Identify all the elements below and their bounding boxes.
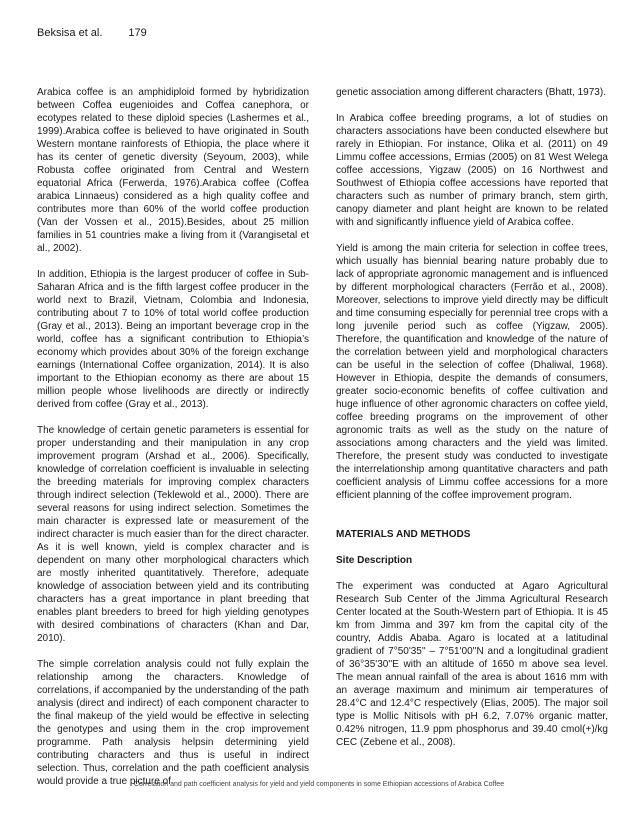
paragraph: The simple correlation analysis could not fully explain the relationship among the characters. Knowledge of correlations, if accompanied by the understanding of the path analysis (direct and indirect) of each component character to the final makeup of the yield would be effective in selecting the genotypes and using them in the crop improvement programme. Path analysis helpsin determining yield contributing characters and thus is useful in indirect selection. Thus, correlation and the path coefficient analysis would provide a true picture of (37, 659, 309, 787)
left-column (37, 86, 309, 788)
paragraph: Arabica coffee is an amphidiploid formed by hybridization between Coffea eugenioides and Coffea canephora, or ecotypes related to these diploid species (Lashermes et al., 1999).Arabica coffee is believed to have originated in South Western montane rainforests of Ethiopia, the place where it has its center of genetic diversity (Seyoum, 2003), while Robusta coffee originated from Central and Western equatorial Africa (Ferwerda, 1976).Arabica coffee (Coffea arabica Linnaeus) considered as a high quality coffee and contributes more than 60% of the world coffee production (Van der Vossen et al., 2015).Besides, about 25 million families in 51 countries make a living from it (Varangisetal et al., 2002). (37, 87, 309, 254)
paragraph: In Arabica coffee breeding programs, a lot of studies on characters associations have been conducted elsewhere but rarely in Ethiopian. For instance, Olika et al. (2011) on 49 Limmu coffee accessions, Ermias (2005) on 81 West Welega coffee accessions, Yigzaw (2005) on 16 Northwest and Southwest of Ethiopia coffee accessions have reported that characters such as number of primary branch, stem girth, canopy diameter and plant height are known to be related with and significantly influence yield of Arabica coffee. (336, 113, 608, 228)
paragraph: The experiment was conducted at Agaro Agricultural Research Sub Center of the Jimma Agricultural Research Center located at the South-Western part of Ethiopia. It is 45 km from Jimma and 397 km from the capital city of the country, Addis Ababa. Agaro is located at a latitudinal gradient of 7°50'35'' – 7°51'00''N and a longitudinal gradient of 36°35'30''E with an altitude of 1650 m above sea level. The mean annual rainfall of the area is about 1616 mm with an average maximum and minimum air temperatures of 28.4°C and 12.4°C respectively (Elias, 2005). The major soil type is Mollic Nitisols with pH 6.2, 7.07% organic matter, 0.42% nitrogen, 11.9 ppm phosphorus and 39.40 cmol(+)/kg CEC (Zebene et al., 2008). (336, 581, 608, 748)
paragraph: The knowledge of certain genetic parameters is essential for proper understanding and their manipulation in any crop improvement program (Arshad et al., 2006). Specifically, knowledge of correlation coefficient is invaluable in selecting the breeding materials for improving complex characters through indirect selection (Teklewold et al., 2000). There are several reasons for using indirect selection. Sometimes the main character is expressed late or measurement of the indirect character is much easier than for the direct character. As it is well known, yield is complex character and is dependent on many other morphological characters which are mostly inherited quantitatively. Therefore, adequate knowledge of association between yield and its contributing characters has a great importance in plant breeding that enables plant breeders to breed for high yielding genotypes with desired combinations of characters (Khan and Dar, 2010). (37, 425, 309, 644)
paragraph: Yield is among the main criteria for selection in coffee trees, which usually has biennial bearing nature probably due to lack of appropriate agronomic management and is influenced by different morphological characters (Ferrão et al., 2008). Moreover, selections to improve yield directly may be difficult and time consuming especially for perennial tree crops with a long juvenile period such as coffee (Yigzaw, 2005). Therefore, the quantification and knowledge of the nature of the correlation between yield and morphological characters can be useful in the selection of coffee (Dhaliwal, 1968). However in Ethiopia, despite the demands of consumers, greater socio-economic benefits of coffee cultivation and huge influence of other agronomic characters on coffee yield, coffee breeding programs on the improvement of other agronomic traits as well as the study on the nature of associations among characters and the yield was limited. Therefore, the present study was conducted to investigate the interrelationship among quantitative characters and path coefficient analysis of Limmu coffee accessions for a more efficient planning of the coffee improvement program. (336, 243, 608, 501)
running-footer: Correlation and path coefficient analysis for yield and yield components in some Ethiopian accessions of Arabica Coffee (133, 781, 505, 788)
subsection-heading: Site Description (336, 555, 413, 566)
section-heading: MATERIALS AND METHODS (336, 529, 471, 540)
page-header (37, 27, 147, 39)
paragraph: In addition, Ethiopia is the largest producer of coffee in Sub-Saharan Africa and is the fifth largest coffee producer in the world next to Brazil, Vietnam, Colombia and Indonesia, contributing about 7 to 10% of total world coffee production (Gray et al., 2013). Being an important beverage crop in the world, coffee has a significant contribution to Ethiopia’s economy which provides about 30% of the foreign exchange earnings (International Coffee organization, 2014). It is also important to the Ethiopian economy as there are about 15 million people whose livelihoods are directly or indirectly derived from coffee (Gray et al., 2013). (37, 269, 309, 410)
header-authors: Beksisa et al. (37, 27, 103, 39)
paragraph: genetic association among different characters (Bhatt, 1973). (336, 87, 606, 98)
header-page-number: 179 (128, 27, 147, 39)
right-column (336, 86, 608, 749)
